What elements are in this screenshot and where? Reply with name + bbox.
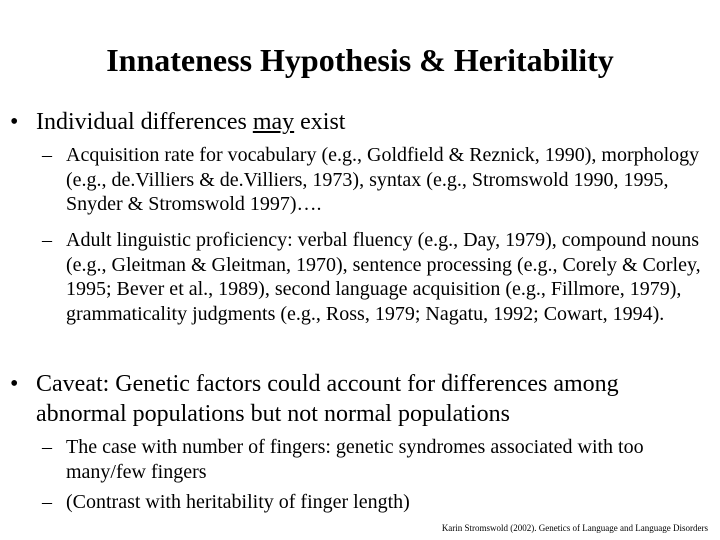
sub-bullet-adult-proficiency [42,228,710,326]
bullet-marker: • [10,109,19,135]
sub-bullet-text: Adult linguistic proficiency: verbal fluency (e.g., Day, 1979), compound nouns (e.g., Gleitman & Gleitman, 1970), sentence processing (e.g., Corely & Corley, 1995; Bever et al., 1989), second language acquisition (e.g., Fillmore, 1979), grammaticality judgments (e.g., Ross, 1979; Nagatu, 1992; Cowart, 1994). [66,229,701,325]
sub-bullet-text: The case with number of fingers: genetic syndromes associated with too many/few fingers [66,436,644,483]
sub-bullet-marker: – [42,144,52,166]
sub-bullet-marker: – [42,491,52,513]
footer-citation: Karin Stromswold (2002). Genetics of Language and Language Disorders [441,523,708,533]
sub-bullet-finger-length [42,490,710,515]
sub-bullet-text: (Contrast with heritability of finger length) [66,491,410,513]
bullet-text: Caveat: Genetic factors could account for differences among abnormal populations but not normal populations [36,371,619,427]
bullet-text [36,107,710,137]
sub-bullet-marker: – [42,436,52,458]
sub-bullet-fingers-number [42,435,710,484]
bullet-individual-differences [10,107,710,137]
slide-title: Innateness Hypothesis & Heritability [106,42,614,78]
sub-bullet-acquisition-rate [42,143,710,217]
underlined-word: may [252,109,295,135]
bullet-marker: • [10,371,19,397]
bullet-caveat [10,369,710,429]
bullet-text-end: exist [294,109,346,135]
bullet-text-start: Individual differences [36,109,253,135]
sub-bullet-text: Acquisition rate for vocabulary (e.g., Goldfield & Reznick, 1990), morphology (e.g., de.Villiers & de.Villiers, 1973), syntax (e.g., Stromswold 1990, 1995, Snyder & Stromswold 1997)…. [66,144,700,215]
sub-bullet-marker: – [42,229,52,251]
